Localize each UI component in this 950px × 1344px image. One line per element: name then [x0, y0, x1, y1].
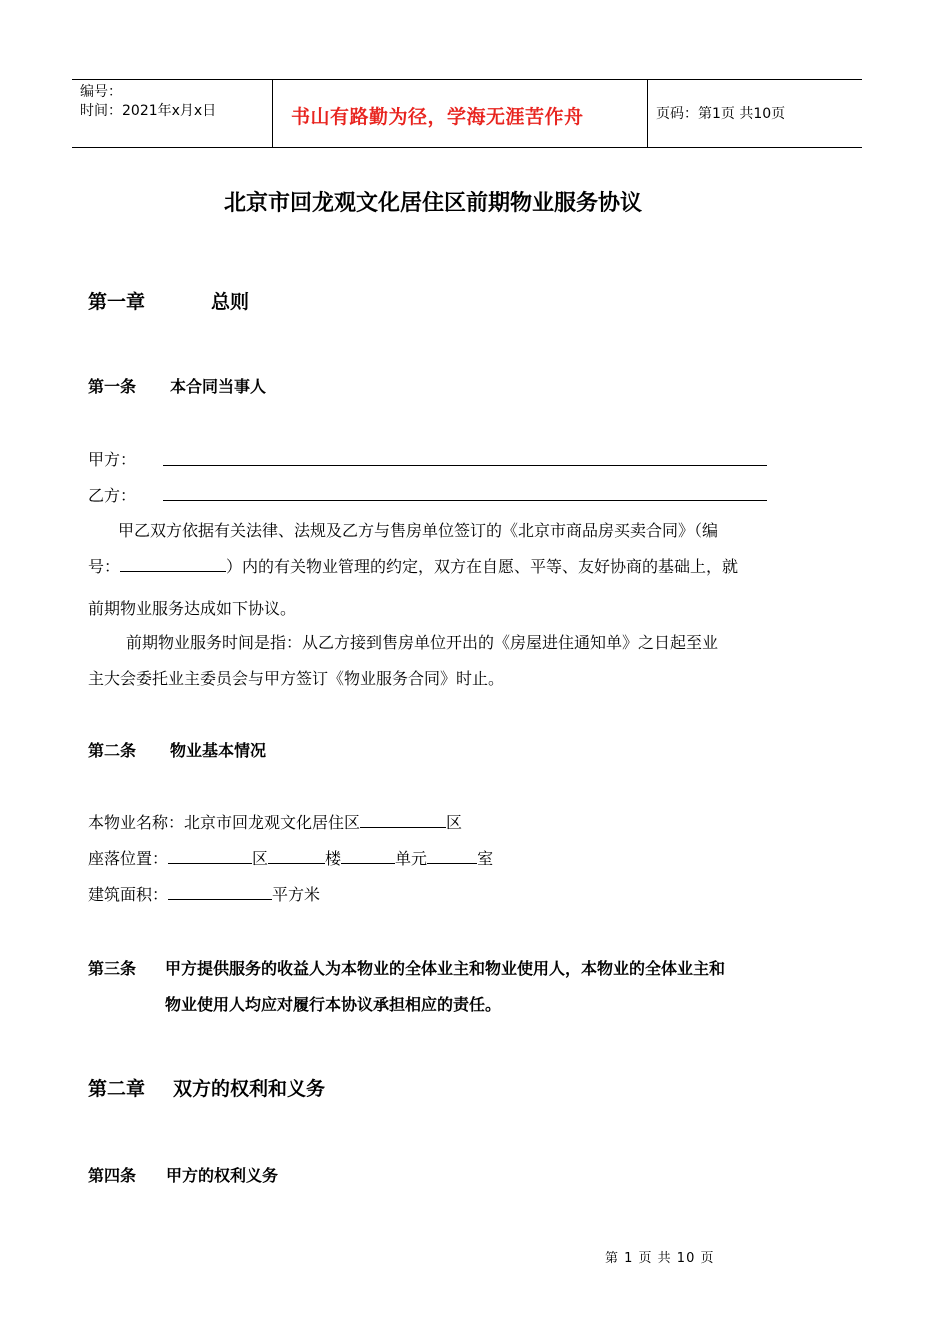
article-3-line-1: 甲方提供服务的收益人为本物业的全体业主和物业使用人，本物业的全体业主和: [165, 959, 726, 978]
article-4-label: 第四条: [88, 1166, 137, 1185]
header-number-label: 编号：: [80, 84, 122, 100]
article-4-name: 甲方的权利义务: [166, 1166, 279, 1185]
article-3-line-2: 物业使用人均应对履行本协议承担相应的责任。: [165, 995, 502, 1014]
header-top-border: [72, 79, 862, 80]
chapter-2-name: 双方的权利和义务: [173, 1078, 326, 1100]
location-label: 座落位置：: [88, 849, 169, 868]
property-name-line: [88, 810, 462, 833]
chapter-1-name: 总则: [211, 291, 250, 313]
location-building: 楼: [325, 849, 342, 868]
property-district-blank: [360, 813, 446, 828]
header-date-label: 时间：2021年x月x日: [80, 103, 217, 119]
party-a-blank: [163, 465, 767, 466]
header-divider-right: [647, 79, 648, 147]
article-2-label: 第二条: [88, 741, 137, 760]
location-building-blank: [268, 849, 325, 864]
party-b-label: 乙方：: [88, 486, 137, 505]
property-name-suffix: 区: [446, 813, 463, 832]
para-1-line-2-b: ）内的有关物业管理的约定，双方在自愿、平等、友好协商的基础上，就: [226, 557, 739, 576]
para-1-line-2-a: 号：: [88, 557, 121, 576]
chapter-1-label: 第一章: [88, 291, 146, 313]
area-unit: 平方米: [272, 885, 321, 904]
location-room: 室: [477, 849, 494, 868]
location-district-blank: [168, 849, 252, 864]
location-unit-blank: [341, 849, 395, 864]
area-blank: [168, 885, 272, 900]
para-1-line-3: 前期物业服务达成如下协议。: [88, 599, 297, 618]
contract-number-blank: [120, 557, 226, 572]
header-page-label: 页码：第1页 共10页: [656, 106, 786, 122]
footer-page-number: 第 1 页 共 10 页: [605, 1251, 715, 1266]
location-unit: 单元: [395, 849, 428, 868]
article-2-name: 物业基本情况: [170, 741, 267, 760]
location-district: 区: [252, 849, 269, 868]
location-room-blank: [427, 849, 477, 864]
para-1-line-2: [88, 554, 738, 577]
article-1-name: 本合同当事人: [170, 377, 267, 396]
area-line: [88, 882, 320, 905]
party-b-blank: [163, 500, 767, 501]
area-label: 建筑面积：: [88, 885, 169, 904]
chapter-2-label: 第二章: [88, 1078, 146, 1100]
header-motto: 书山有路勤为径，学海无涯苦作舟: [291, 106, 584, 128]
para-2-line-2: 主大会委托业主委员会与甲方签订《物业服务合同》时止。: [88, 669, 505, 688]
party-a-label: 甲方：: [88, 450, 137, 469]
header-divider-left: [272, 79, 273, 147]
header-bottom-border: [72, 147, 862, 148]
property-name-label: 本物业名称：北京市回龙观文化居住区: [88, 813, 361, 832]
para-1-line-1: 甲乙双方依据有关法律、法规及乙方与售房单位签订的《北京市商品房买卖合同》（编: [118, 521, 719, 540]
page-title: 北京市回龙观文化居住区前期物业服务协议: [224, 191, 643, 216]
article-1-label: 第一条: [88, 377, 137, 396]
para-2-line-1: 前期物业服务时间是指：从乙方接到售房单位开出的《房屋进住通知单》之日起至业: [126, 633, 719, 652]
article-3-label: 第三条: [88, 959, 137, 978]
location-line: [88, 846, 493, 869]
